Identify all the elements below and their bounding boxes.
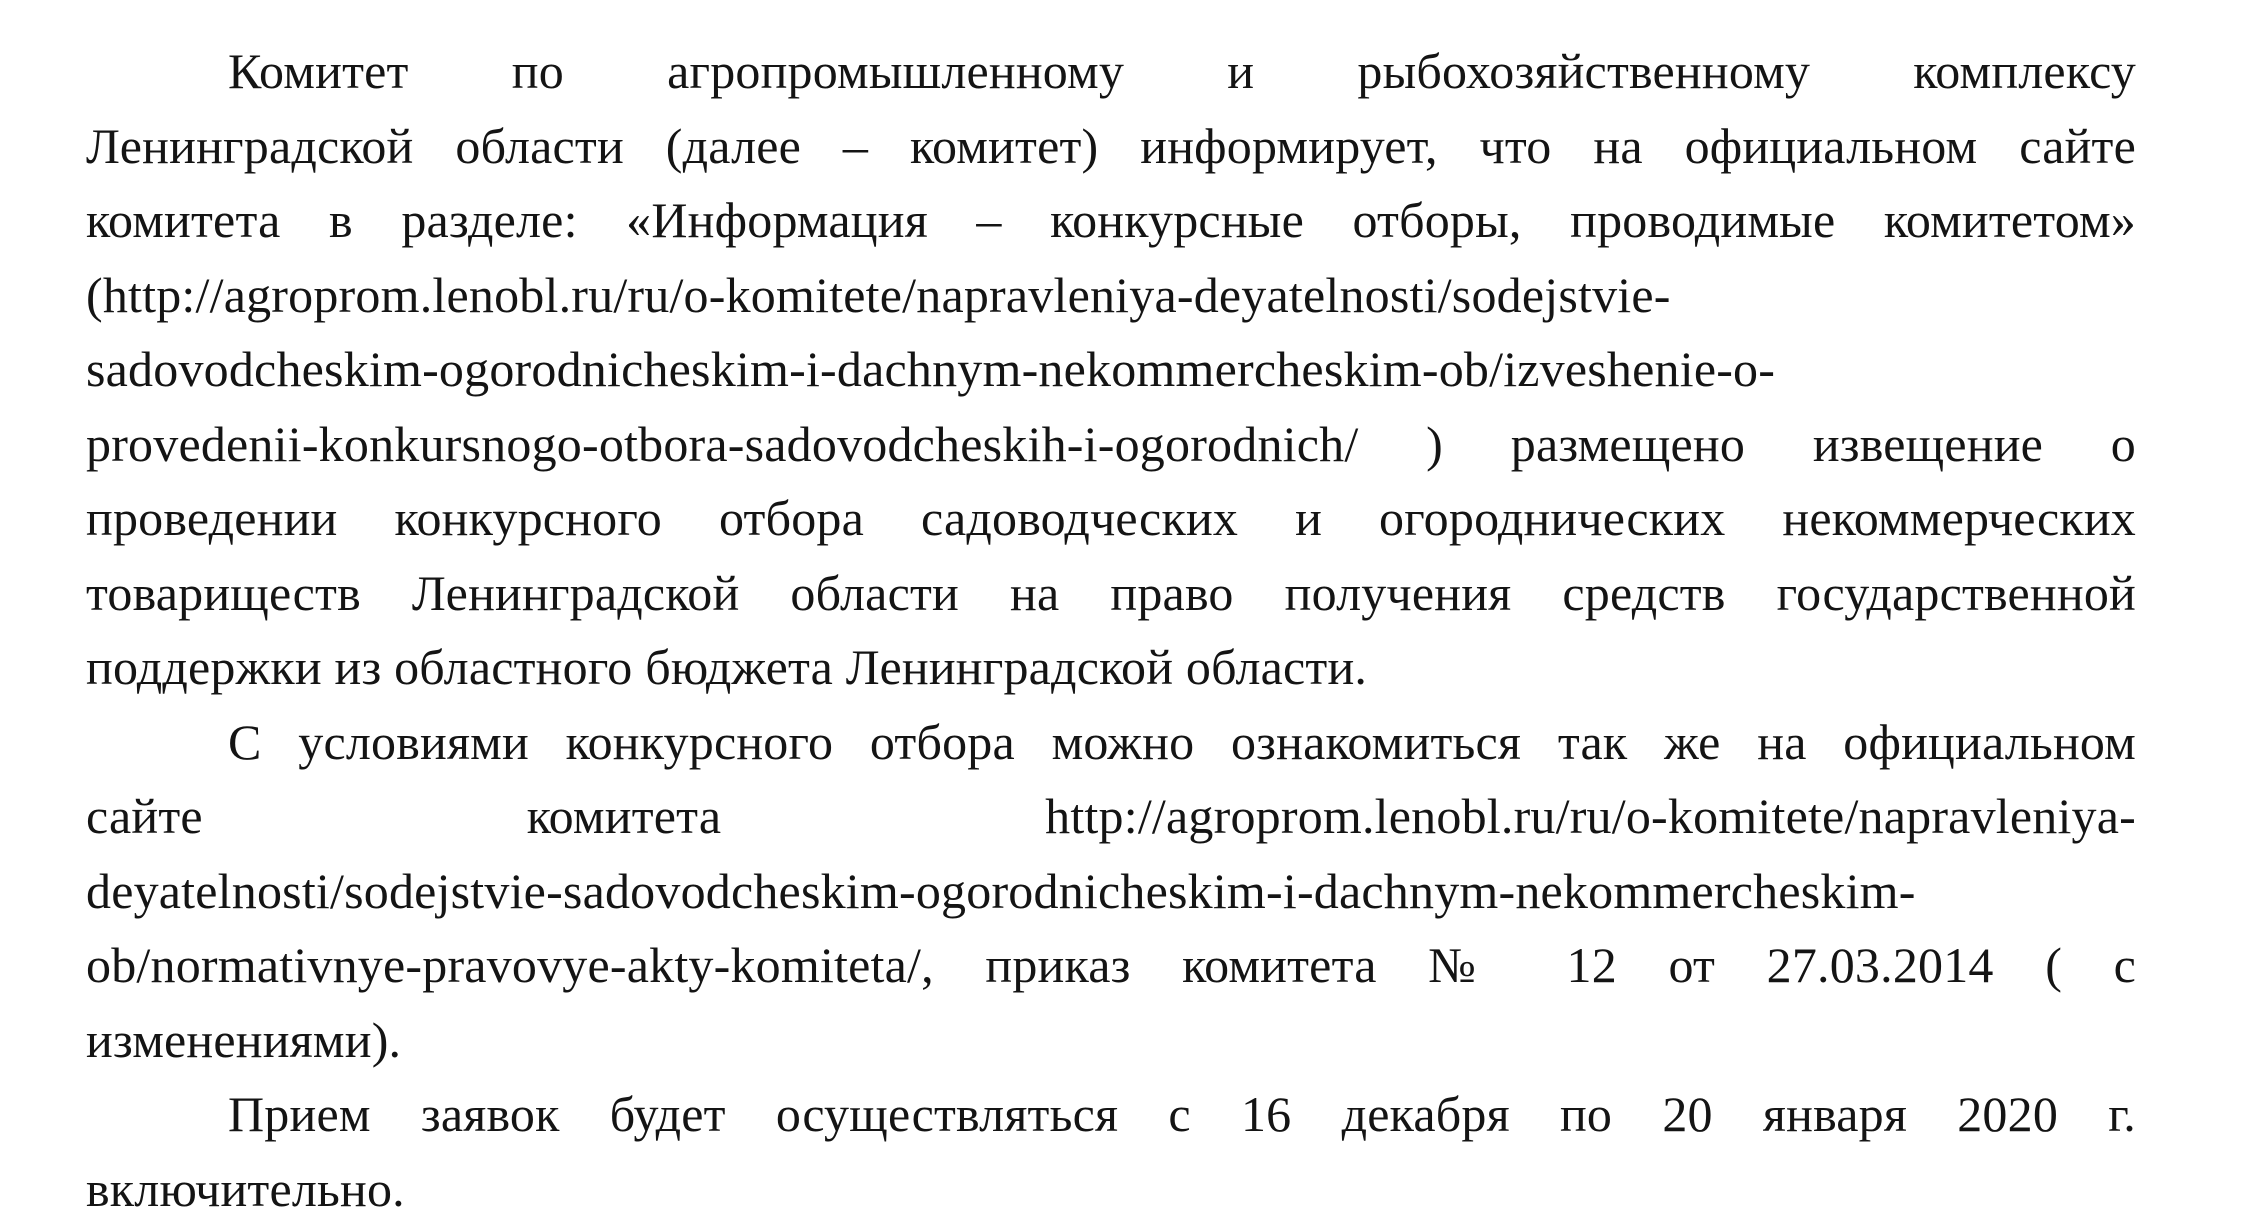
paragraph-application-dates — [86, 1077, 2136, 1226]
paragraph-conditions — [86, 705, 2136, 1078]
text-line: комитета в разделе: «Информация – конкурсные отборы, проводимые комитетом» — [86, 183, 2136, 258]
text-line: включительно. — [86, 1152, 2136, 1226]
document-body — [86, 34, 2136, 1226]
text-line: изменениями). — [86, 1003, 2136, 1078]
url-line: (http://agroprom.lenobl.ru/ru/o-komitete/napravleniya-deyatelnosti/sodejstvie- — [86, 258, 2136, 333]
url-line: deyatelnosti/sodejstvie-sadovodcheskim-ogorodnicheskim-i-dachnym-nekommercheskim- — [86, 854, 2136, 929]
text-line: проведении конкурсного отбора садоводческих и огороднических некоммерческих — [86, 481, 2136, 556]
text-line: С условиями конкурсного отбора можно ознакомиться так же на официальном — [86, 705, 2136, 780]
text-line: provedenii-konkursnogo-otbora-sadovodcheskih-i-ogorodnich/ ) размещено извещение о — [86, 407, 2136, 482]
text-line: Ленинградской области (далее – комитет) информирует, что на официальном сайте — [86, 109, 2136, 184]
text-line: товариществ Ленинградской области на право получения средств государственной — [86, 556, 2136, 631]
paragraph-announcement — [86, 34, 2136, 705]
text-line: Прием заявок будет осуществляться с 16 декабря по 20 января 2020 г. — [86, 1077, 2136, 1152]
text-line: сайте комитета http://agroprom.lenobl.ru/ru/o-komitete/napravleniya- — [86, 779, 2136, 854]
text-line: Комитет по агропромышленному и рыбохозяйственному комплексу — [86, 34, 2136, 109]
text-line: поддержки из областного бюджета Ленинградской области. — [86, 630, 2136, 705]
text-line: ob/normativnye-pravovye-akty-komiteta/, приказ комитета № 12 от 27.03.2014 ( с — [86, 928, 2136, 1003]
url-line: sadovodcheskim-ogorodnicheskim-i-dachnym-nekommercheskim-ob/izveshenie-o- — [86, 332, 2136, 407]
